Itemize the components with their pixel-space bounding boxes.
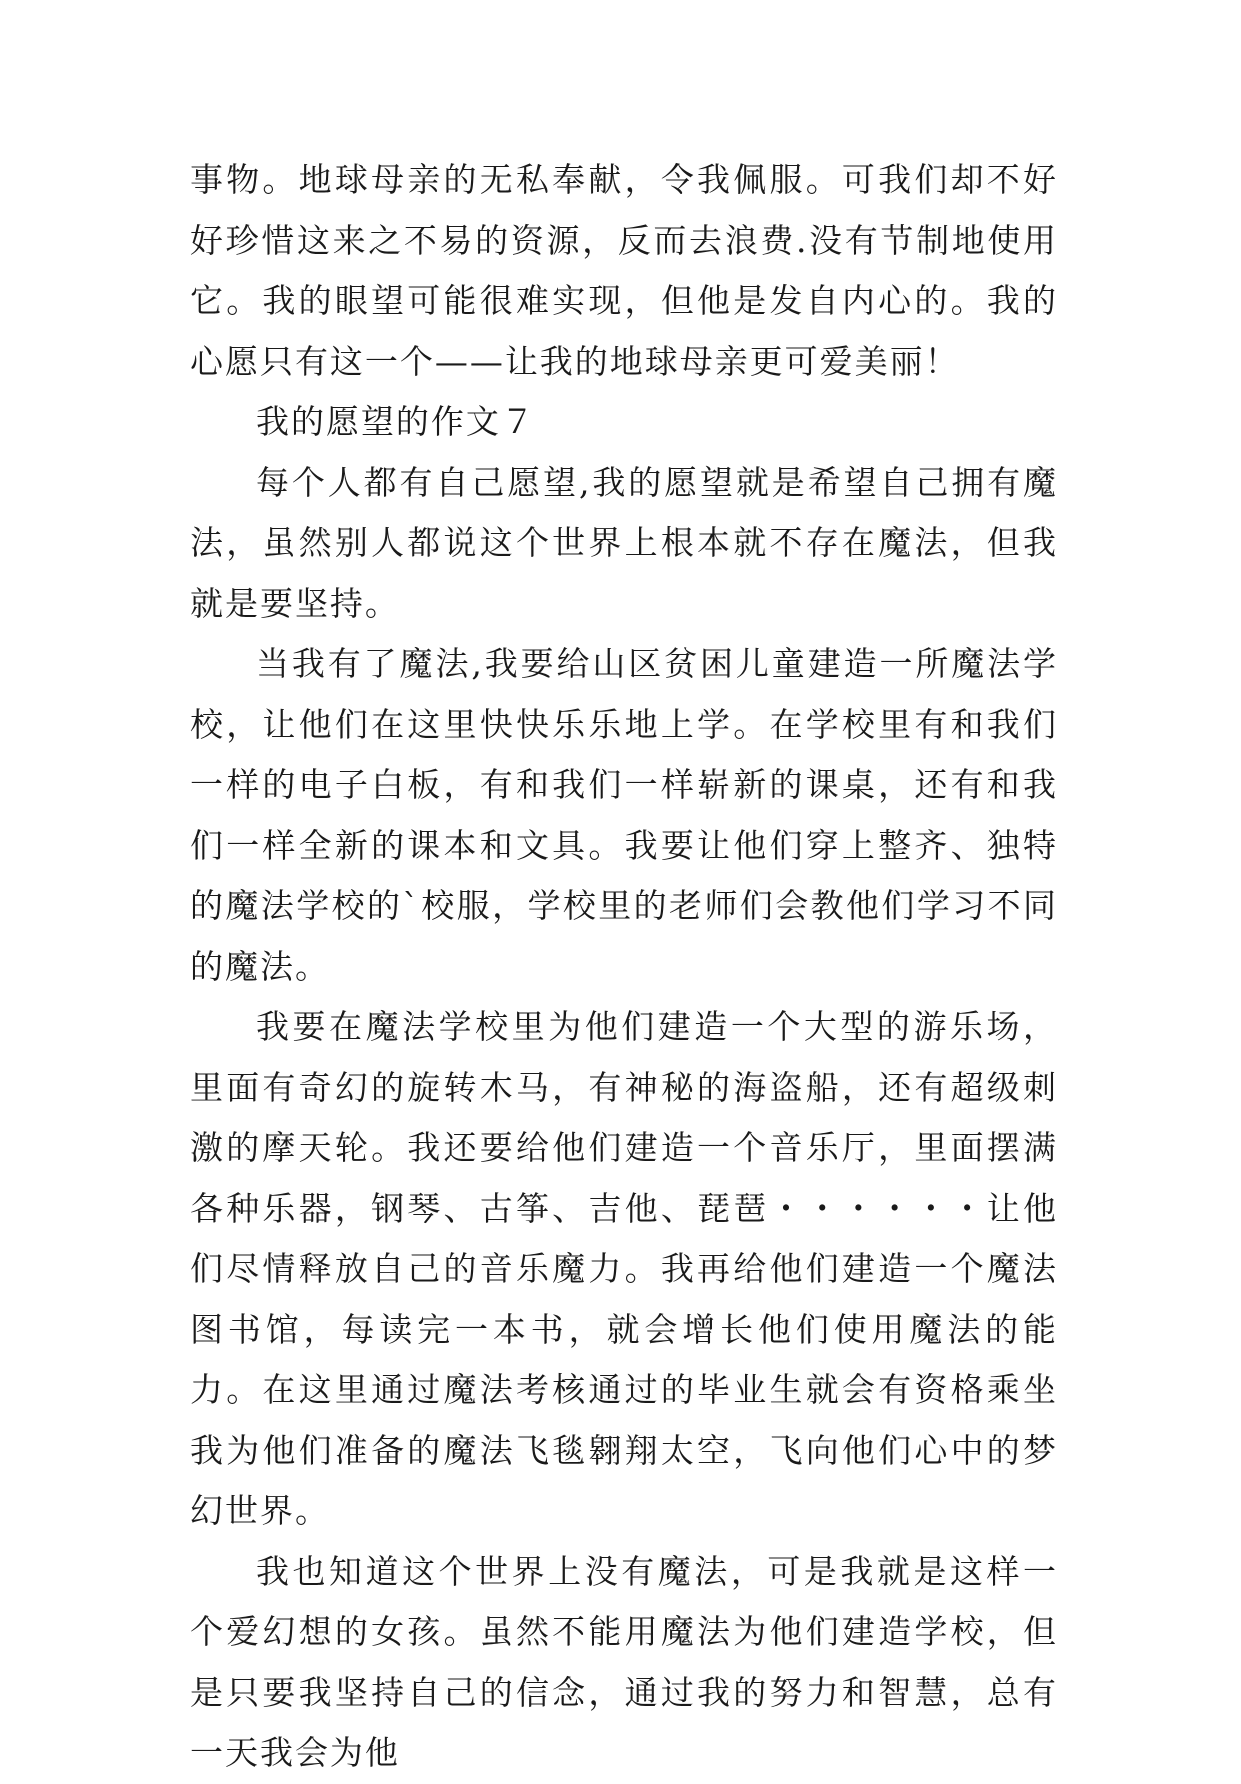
paragraph-continuation: 事物。地球母亲的无私奉献，令我佩服。可我们却不好好珍惜这来之不易的资源，反而去浪费.没有节制地使用它。我的眼望可能很难实现，但他是发自内心的。我的心愿只有这一个——让我的地球母亲更可爱美丽！	[190, 160, 1058, 381]
paragraph-intro: 每个人都有自己愿望,我的愿望就是希望自己拥有魔法，虽然别人都说这个世界上根本就不存在魔法，但我就是要坚持。	[190, 462, 1058, 623]
essay-heading: 我的愿望的作文７	[256, 402, 536, 441]
document-body	[190, 150, 1058, 1784]
paragraph-playground: 我要在魔法学校里为他们建造一个大型的游乐场，里面有奇幻的旋转木马，有神秘的海盗船，还有超级刺激的摩天轮。我还要给他们建造一个音乐厅，里面摆满各种乐器，钢琴、古筝、吉他、琵琶・・・・・・让他们尽情释放自己的音乐魔力。我再给他们建造一个魔法图书馆，每读完一本书，就会增长他们使用魔法的能力。在这里通过魔法考核通过的毕业生就会有资格乘坐我为他们准备的魔法飞毯翱翔太空，飞向他们心中的梦幻世界。	[190, 1007, 1058, 1530]
paragraph-school: 当我有了魔法,我要给山区贫困儿童建造一所魔法学校，让他们在这里快快乐乐地上学。在学校里有和我们一样的电子白板，有和我们一样崭新的课桌，还有和我们一样全新的课本和文具。我要让他们穿上整齐、独特的魔法学校的`校服，学校里的老师们会教他们学习不同的魔法。	[190, 644, 1058, 986]
paragraph-conclusion: 我也知道这个世界上没有魔法，可是我就是这样一个爱幻想的女孩。虽然不能用魔法为他们建造学校，但是只要我坚持自己的信念，通过我的努力和智慧，总有一天我会为他	[190, 1551, 1058, 1772]
